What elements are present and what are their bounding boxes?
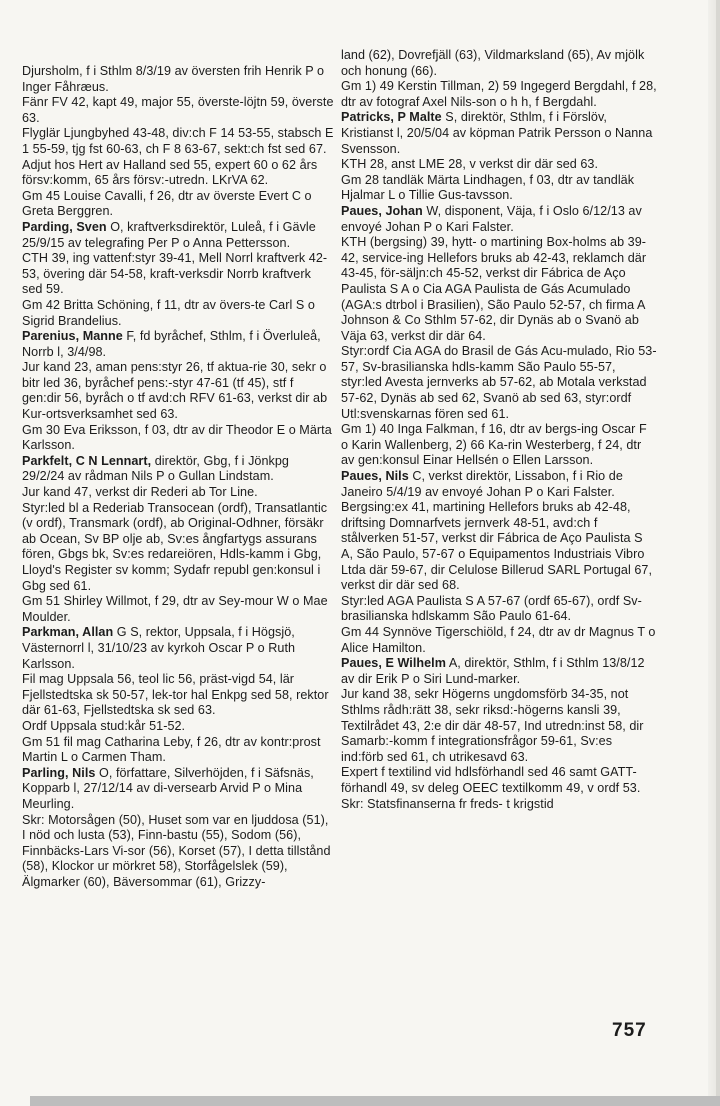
entry-name: Paues, E Wilhelm: [341, 656, 446, 671]
entry-paragraph: [22, 158, 334, 189]
entry-text: Jur kand 38, sekr Högerns ungdomsförb 34-35, not Sthlms rådh:rätt 38, sekr riksd:-högerns kansli 39, Textilrådet 43, 2:e dir där 48-57, Ind utredn:inst 58, dir Samarb:-komm f integrationsfrågor 59-61, Sv:es ind:förb sed 61, ch utrikesavd 63.: [341, 687, 644, 764]
entry-paragraph: [341, 687, 657, 765]
entry-text: Fänr FV 42, kapt 49, major 55, överste-löjtn 59, överste 63.: [22, 95, 334, 125]
biography-entry: [22, 454, 334, 626]
entry-text: Jur kand 23, aman pens:styr 26, tf aktua-rie 30, sekr o bitr led 36, byråchef pens:-styr 47-61 (tf 45), stf f gen:dir 56, byråch o tf avd:ch RFV 61-63, verkst dir ab Kur-ortsverksamhet sed 63.: [22, 360, 328, 422]
entry-text: W, disponent, Väja, f i Oslo 6/12/13 av envoyé Johan P o Kari Falster.: [341, 203, 642, 234]
entry-text: Gm 42 Britta Schöning, f 11, dtr av övers-te Carl S o Sigrid Brandelius.: [22, 297, 315, 328]
entry-text: Styr:led bl a Rederiab Transocean (ordf), Transatlantic (v ordf), Transmark (ordf), ab Original-Odhner, försäkr ab Ocean, Sv BP olje ab, Sv:es ångfartygs assurans fören, Gbgs bk, Sv:es redareiören, Hdls-kamm i Gbg, Lloyd's Register sv komm; Sydafr republ gen:konsul i Gbg sed 61.: [22, 500, 328, 593]
entry-paragraph: [341, 500, 657, 594]
entry-paragraph: [22, 423, 334, 454]
entry-paragraph: [22, 360, 334, 422]
entry-text: Styr:led AGA Paulista S A 57-67 (ordf 65-67), ordf Sv-brasilianska hdlskamm São Paulo 61-64.: [341, 593, 642, 624]
entry-paragraph: [341, 110, 657, 157]
entry-paragraph: [341, 625, 657, 656]
entry-text: KTH (bergsing) 39, hytt- o martining Box-holms ab 39-42, service-ing Hellefors bruks ab 42-43, reklamch där 43-45, för-säljn:ch 45-52, verkst dir Fábrica de Aço Paulista S A o Cia AGA Paulista de Gás Acumulado (AGA:s dtrbol i Brasilien), São Paulo 52-57, ch firma A Johnson & Co Sthlm 57-62, dir Dynäs ab o Svanö ab Väja 63, verkst dir där 64.: [341, 235, 647, 343]
entry-text: Gm 30 Eva Eriksson, f 03, dtr av dir Theodor E o Märta Karlsson.: [22, 422, 332, 453]
left-column: [22, 64, 334, 890]
biography-entry: [22, 329, 334, 454]
entry-paragraph: [341, 173, 657, 204]
biography-entry: [22, 766, 334, 891]
entry-text: Bergsing:ex 41, martining Hellefors bruks ab 42-48, driftsing Domnarfvets jernverk 48-51, avd:ch f stålverken 51-57, verkst dir Fábrica de Aço Paulista S A, São Paulo, 57-67 o Equipamentos Industriais Vibro Ltda där 59-67, dir Celulose Billerud SARL Portugal 67, verkst dir där sed 68.: [341, 500, 653, 593]
entry-name: Patricks, P Malte: [341, 110, 442, 125]
entry-text: Skr: Motorsågen (50), Huset som var en ljuddosa (51), I nöd och lusta (53), Finn-bastu (55), Sodom (56), Finnbäcks-Lars Vi-sor (56), Korset (57), I detta tillstånd (58), Klockor ur mörkret 58), Storfågelslek (59), Älgmarker (60), Bäversommar (61), Grizzy-: [22, 812, 331, 889]
entry-paragraph: [22, 485, 334, 501]
entry-paragraph: [22, 594, 334, 625]
entry-text: Gm 44 Synnöve Tigerschiöld, f 24, dtr av dr Magnus T o Alice Hamilton.: [341, 624, 656, 655]
entry-text: G S, rektor, Uppsala, f i Högsjö, Västernorrl l, 31/10/23 av kyrkoh Oscar P o Ruth Karlsson.: [22, 625, 296, 671]
entry-text: Gm 1) 40 Inga Falkman, f 16, dtr av bergs-ing Oscar F o Karin Wallenberg, 2) 66 Ka-rin Westerberg, f 24, dtr av gen:konsul Einar Hellsén o Ellen Larsson.: [341, 422, 647, 468]
entry-text: Flyglär Ljungbyhed 43-48, div:ch F 14 53-55, stabsch E 1 55-59, tjg fst 60-63, ch F 8 63-67, sekt:ch fst sed 67.: [22, 126, 334, 156]
entry-paragraph: [22, 95, 334, 126]
entry-paragraph: [341, 797, 657, 813]
entry-paragraph: [341, 79, 657, 110]
entry-text: C, verkst direktör, Lissabon, f i Rio de Janeiro 5/4/19 av envoyé Johan P o Kari Falster.: [341, 469, 623, 499]
entry-paragraph: [22, 672, 334, 719]
entry-paragraph: [341, 344, 657, 422]
entry-text: Gm 51 Shirley Willmot, f 29, dtr av Sey-mour W o Mae Moulder.: [22, 594, 328, 624]
entry-paragraph: [22, 298, 334, 329]
page-bottom-shadow: [30, 1096, 720, 1106]
entry-name: Paues, Johan: [341, 203, 423, 218]
page-number: 757: [612, 1020, 647, 1041]
entry-paragraph: [341, 204, 657, 235]
entry-paragraph: [341, 469, 657, 500]
entry-paragraph: [341, 656, 657, 687]
biography-entry: [341, 469, 657, 656]
entry-text: Adjut hos Hert av Halland sed 55, expert 60 o 62 års försv:komm, 65 års försv:-utredn. LKrVA 62.: [22, 157, 318, 188]
entry-paragraph: [22, 719, 334, 735]
entry-paragraph: [22, 64, 334, 95]
entry-text: Skr: Statsfinanserna fr freds- t krigstid: [341, 796, 554, 811]
biography-entry: [22, 64, 334, 220]
entry-name: Parkfelt, C N Lennart,: [22, 453, 152, 468]
entry-paragraph: [22, 766, 334, 813]
page-edge-bar: [716, 0, 720, 1106]
biography-entry: [22, 625, 334, 765]
entry-paragraph: [341, 48, 657, 79]
entry-text: Djursholm, f i Sthlm 8/3/19 av översten frih Henrik P o Inger Fåhræus.: [22, 64, 325, 94]
entry-name: Parkman, Allan: [22, 625, 114, 640]
entry-name: Paues, Nils: [341, 469, 409, 484]
entry-text: Fil mag Uppsala 56, teol lic 56, präst-vigd 54, lär Fjellstedtska sk 50-57, lek-tor hal Enkpg sed 58, rektor där 61-63, Fjellstedtska sk sed 63.: [22, 672, 329, 718]
entry-text: Ordf Uppsala stud:kår 51-52.: [22, 718, 186, 733]
entry-text: A, direktör, Sthlm, f i Sthlm 13/8/12 av dir Erik P o Siri Lund-marker.: [341, 656, 645, 686]
entry-text: Styr:ordf Cia AGA do Brasil de Gás Acu-mulado, Rio 53-57, Sv-brasilianska hdls-kamm São Paulo 55-57, styr:led Avesta jernverks ab 57-62, ab Motala verkstad 57-62, Dynäs ab sed 62, Svanö ab sed 63, styr:ordf Utl:svenskarnas fören sed 61.: [341, 344, 657, 421]
entry-paragraph: [22, 220, 334, 251]
entry-paragraph: [22, 189, 334, 220]
entry-name: Parling, Nils: [22, 765, 96, 780]
entry-text: land (62), Dovrefjäll (63), Vildmarksland (65), Av mjölk och honung (66).: [341, 48, 645, 78]
entry-text: S, direktör, Sthlm, f i Förslöv, Kristianst l, 20/5/04 av köpman Patrik Persson o Nanna Svensson.: [341, 110, 653, 156]
entry-paragraph: [341, 422, 657, 469]
entry-text: Jur kand 47, verkst dir Rederi ab Tor Line.: [22, 485, 258, 500]
biography-entry: [341, 204, 657, 469]
entry-text: O, författare, Silverhöjden, f i Säfsnäs, Kopparb l, 27/12/14 av di-versearb Arvid P o Mina Meurling.: [22, 765, 314, 811]
entry-paragraph: [22, 454, 334, 485]
entry-paragraph: [22, 329, 334, 360]
entry-paragraph: [22, 126, 334, 157]
entry-text: CTH 39, ing vattenf:styr 39-41, Mell Norrl kraftverk 42-53, övering där 54-58, kraft-verksdir Norrb kraftverk sed 59.: [22, 251, 328, 297]
entry-paragraph: [22, 735, 334, 766]
entry-paragraph: [341, 594, 657, 625]
entry-paragraph: [341, 765, 657, 796]
entry-name: Parding, Sven: [22, 219, 107, 234]
right-column: [341, 48, 657, 812]
entry-text: O, kraftverksdirektör, Luleå, f i Gävle 25/9/15 av telegrafing Per P o Anna Pettersson.: [22, 219, 316, 250]
entry-paragraph: [22, 501, 334, 595]
entry-text: Gm 1) 49 Kerstin Tillman, 2) 59 Ingegerd Bergdahl, f 28, dtr av fotograf Axel Nils-son o h h, f Bergdahl.: [341, 79, 657, 109]
entry-name: Parenius, Manne: [22, 329, 123, 344]
biography-entry: [341, 110, 657, 204]
biography-entry: [341, 656, 657, 812]
entry-paragraph: [22, 813, 334, 891]
entry-text: Gm 45 Louise Cavalli, f 26, dtr av överste Evert C o Greta Berggren.: [22, 188, 312, 219]
entry-text: F, fd byråchef, Sthlm, f i Överluleå, Norrb l, 3/4/98.: [22, 329, 321, 359]
biography-entry: [22, 220, 334, 329]
entry-paragraph: [22, 251, 334, 298]
entry-text: direktör, Gbg, f i Jönkpg 29/2/24 av rådman Nils P o Gullan Lindstam.: [22, 453, 289, 484]
entry-text: Gm 51 fil mag Catharina Leby, f 26, dtr av kontr:prost Martin L o Carmen Tham.: [22, 734, 321, 765]
biography-entry: [341, 48, 657, 110]
entry-paragraph: [341, 235, 657, 344]
entry-text: KTH 28, anst LME 28, v verkst dir där sed 63.: [341, 157, 599, 172]
entry-text: Expert f textilind vid hdlsförhandl sed 46 samt GATT-förhandl 49, sv deleg OEEC textilkomm 49, v ordf 53.: [341, 765, 641, 795]
entry-paragraph: [341, 157, 657, 173]
entry-paragraph: [22, 625, 334, 672]
entry-text: Gm 28 tandläk Märta Lindhagen, f 03, dtr av tandläk Hjalmar L o Tillie Gus-tavsson.: [341, 172, 635, 203]
